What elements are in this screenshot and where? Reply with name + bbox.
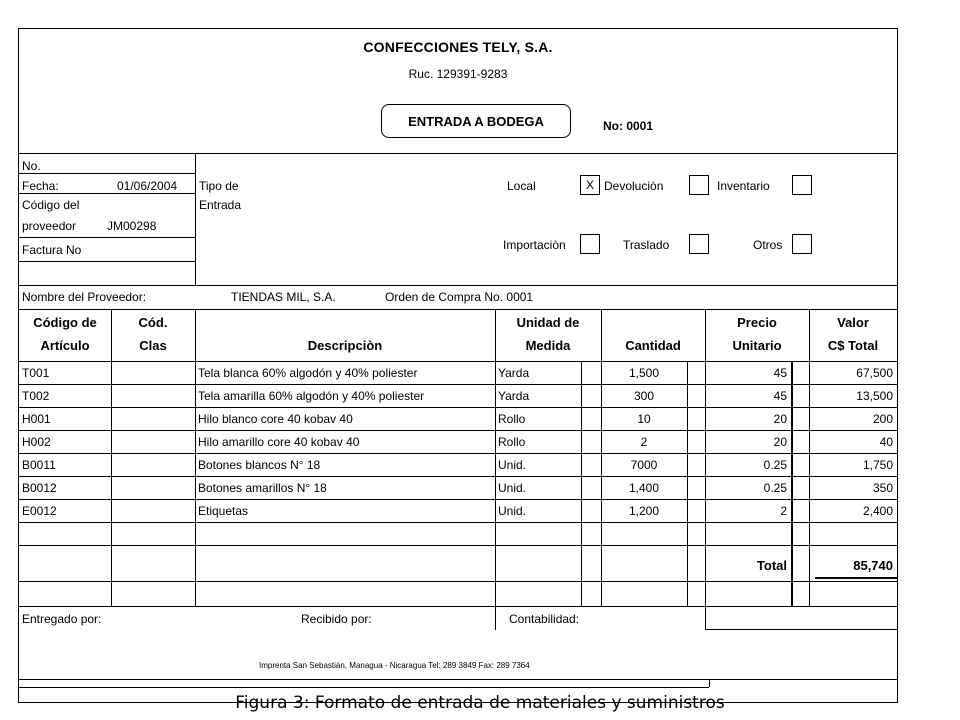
fecha-value: 01/06/2004 — [117, 179, 178, 193]
divider — [19, 522, 897, 523]
row-desc: Tela amarilla 60% algodón y 40% poliester — [198, 389, 425, 403]
total-value: 85,740 — [853, 558, 893, 573]
col-header-precio-2: Unitario — [732, 338, 782, 353]
row-desc: Tela blanca 60% algodón y 40% poliester — [198, 366, 418, 380]
divider — [19, 153, 897, 154]
divider — [19, 237, 195, 238]
row-unit: Unid. — [498, 458, 527, 472]
no-label: No. — [22, 159, 41, 173]
row-price: 20 — [773, 412, 787, 426]
col-header-clas: Cód. — [138, 315, 168, 330]
row-qty: 300 — [633, 389, 655, 403]
row-qty: 7000 — [630, 458, 658, 472]
row-unit: Rollo — [498, 412, 526, 426]
row-unit: Unid. — [498, 504, 527, 518]
tipo-label-2: Entrada — [199, 198, 242, 212]
entregado-label: Entregado por: — [22, 612, 102, 626]
row-total: 40 — [879, 435, 893, 449]
row-qty: 1,200 — [628, 504, 660, 518]
figure-caption: Figura 3: Formato de entrada de materiales y suministros — [235, 693, 725, 713]
divider — [19, 193, 195, 194]
codigo-label: Código del — [22, 198, 80, 212]
traslado-checkbox[interactable] — [689, 234, 709, 254]
row-code: T002 — [22, 389, 50, 403]
divider — [19, 679, 897, 680]
row-code: B0012 — [22, 481, 57, 495]
grid-line — [791, 361, 793, 606]
document-title-text: ENTRADA A BODEGA — [408, 113, 544, 129]
row-price: 45 — [773, 366, 787, 380]
ruc-number: Ruc. 129391-9283 — [408, 67, 508, 81]
row-code: T001 — [22, 366, 50, 380]
local-label: Local — [507, 179, 536, 193]
col-header-valor-2: C$ Total — [827, 338, 879, 353]
codigo-label-2: proveedor — [22, 219, 77, 233]
tipo-label: Tipo de — [199, 179, 239, 193]
col-header-clas-2: Clas — [139, 338, 167, 353]
row-desc: Botones blancos N° 18 — [198, 458, 321, 472]
recibido-label: Recibido por: — [301, 612, 372, 626]
codigo-value: JM00298 — [107, 219, 157, 233]
divider — [19, 261, 195, 262]
row-price: 2 — [780, 504, 787, 518]
importacion-label: Importaciòn — [503, 238, 566, 252]
row-unit: Unid. — [498, 481, 527, 495]
row-unit: Rollo — [498, 435, 526, 449]
divider — [19, 606, 897, 607]
document-title — [381, 104, 571, 138]
row-total: 67,500 — [856, 366, 893, 380]
row-code: H001 — [22, 412, 51, 426]
contabilidad-label: Contabilidad: — [509, 612, 580, 626]
supplier-label: Nombre del Proveedor: — [22, 290, 147, 304]
row-total: 2,400 — [862, 504, 893, 518]
otros-label: Otros — [753, 238, 783, 252]
divider — [19, 581, 897, 582]
row-qty: 2 — [640, 435, 648, 449]
col-header-codigo-2: Artículo — [40, 338, 90, 353]
row-desc: Botones amarillos N° 18 — [198, 481, 327, 495]
grid-line — [195, 309, 196, 606]
row-desc: Hilo amarillo core 40 kobav 40 — [198, 435, 360, 449]
company-name: CONFECCIONES TELY, S.A. — [363, 39, 553, 55]
col-header-unidad: Unidad de — [516, 315, 580, 330]
total-label: Total — [756, 558, 787, 573]
col-header-precio: Precio — [737, 315, 777, 330]
divider — [19, 687, 709, 688]
otros-checkbox[interactable] — [792, 234, 812, 254]
row-qty: 10 — [637, 412, 651, 426]
row-code: H002 — [22, 435, 51, 449]
grid-line — [687, 361, 688, 606]
row-price: 20 — [773, 435, 787, 449]
inventario-label: Inventario — [717, 179, 770, 193]
printer-info: Imprenta San Sebastián, Managua - Nicaragua Tel: 289 3849 Fax: 289 7364 — [259, 661, 530, 670]
col-header-unidad-2: Medida — [525, 338, 571, 353]
divider — [19, 545, 897, 546]
devolucion-checkbox[interactable] — [689, 175, 709, 195]
row-code: B0011 — [22, 458, 56, 472]
row-qty: 1,400 — [628, 481, 660, 495]
local-checkbox[interactable]: X — [580, 175, 600, 195]
row-desc: Hilo blanco core 40 kobav 40 — [198, 412, 353, 426]
row-total: 1,750 — [862, 458, 893, 472]
row-unit: Yarda — [498, 366, 530, 380]
row-code: E0012 — [22, 504, 57, 518]
grid-line — [581, 361, 582, 606]
row-qty: 1,500 — [628, 366, 660, 380]
divider — [195, 153, 196, 285]
importacion-checkbox[interactable] — [580, 234, 600, 254]
divider — [709, 679, 710, 687]
col-header-codigo: Código de — [33, 315, 97, 330]
supplier-name: TIENDAS MIL, S.A. — [231, 290, 336, 304]
row-desc: Etiquetas — [198, 504, 249, 518]
row-price: 0.25 — [763, 458, 787, 472]
inventario-checkbox[interactable] — [792, 175, 812, 195]
purchase-order: Orden de Compra No. 0001 — [385, 290, 534, 304]
divider — [19, 309, 897, 310]
col-header-valor: Valor — [837, 315, 869, 330]
row-total: 13,500 — [856, 389, 893, 403]
row-unit: Yarda — [498, 389, 530, 403]
divider — [705, 629, 897, 630]
row-price: 45 — [773, 389, 787, 403]
row-total: 200 — [872, 412, 893, 426]
fecha-label: Fecha: — [22, 179, 59, 193]
grid-line — [111, 309, 112, 606]
divider — [19, 285, 897, 286]
factura-label: Factura No — [22, 243, 82, 257]
traslado-label: Traslado — [623, 238, 670, 252]
col-header-cantidad: Cantidad — [625, 338, 681, 353]
total-underline — [815, 577, 897, 579]
row-total: 350 — [872, 481, 893, 495]
devolucion-label: Devoluciòn — [604, 179, 664, 193]
row-price: 0.25 — [763, 481, 787, 495]
col-header-descripcion: Descripciòn — [307, 338, 383, 353]
entry-form — [18, 28, 898, 703]
divider — [19, 173, 195, 174]
document-number: No: 0001 — [603, 119, 654, 133]
